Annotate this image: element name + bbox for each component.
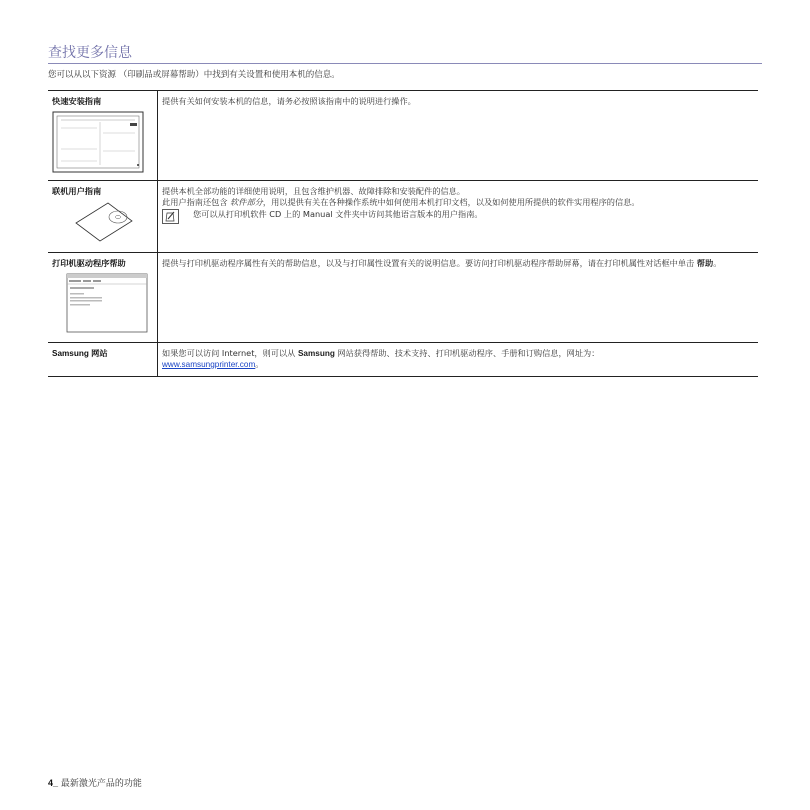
table-row: Samsung 网站 如果您可以访问 Internet，则可以从 Samsung 网站获得帮助、技术支持、打印机驱动程序、手册和订购信息，网址为： www.samsungprinter.com。	[48, 343, 758, 377]
page-number: 4_	[48, 778, 59, 788]
row-description-2: 此用户指南还包含 软件部分，用以提供有关在各种操作系统中如何使用本机打印文档，以及如何使用所提供的软件实用程序的信息。	[162, 197, 640, 207]
table-row	[48, 253, 758, 343]
table-row	[48, 181, 758, 253]
note-icon	[162, 209, 179, 224]
page-title: 查找更多信息	[48, 44, 762, 64]
section-name: 最新激光产品的功能	[58, 779, 142, 789]
table-row	[48, 91, 758, 181]
row-label: 联机用户指南	[52, 187, 102, 196]
quick-guide-thumbnail	[52, 111, 144, 173]
note-text: 您可以从打印机软件 CD 上的 Manual 文件夹中访问其他语言版本的用户指南。	[193, 209, 483, 219]
row-description: 提供本机全部功能的详细使用说明，且包含维护机器、故障排除和安装配件的信息。	[162, 186, 465, 196]
page-footer	[48, 776, 142, 789]
row-label: 快速安装指南	[52, 97, 102, 106]
intro-text: 您可以从以下资源 （印刷品或屏幕帮助）中找到有关设置和使用本机的信息。	[48, 70, 340, 80]
row-description: 提供与打印机驱动程序属性有关的帮助信息，以及与打印属性设置有关的说明信息。要访问打印机驱动程序帮助屏幕，请在打印机属性对话框中单击 帮助。	[162, 258, 722, 268]
website-link[interactable]: www.samsungprinter.com	[162, 360, 256, 369]
row-label: Samsung 网站	[52, 349, 108, 358]
row-description: 如果您可以访问 Internet，则可以从 Samsung 网站获得帮助、技术支持、打印机驱动程序、手册和订购信息，网址为：	[162, 348, 600, 358]
cd-icon	[52, 201, 144, 245]
row-label: 打印机驱动程序帮助	[52, 259, 126, 268]
row-description: 提供有关如何安装本机的信息，请务必按照该指南中的说明进行操作。	[162, 96, 416, 106]
driver-help-thumbnail	[66, 273, 148, 333]
resources-table	[48, 90, 758, 377]
note	[162, 209, 754, 224]
